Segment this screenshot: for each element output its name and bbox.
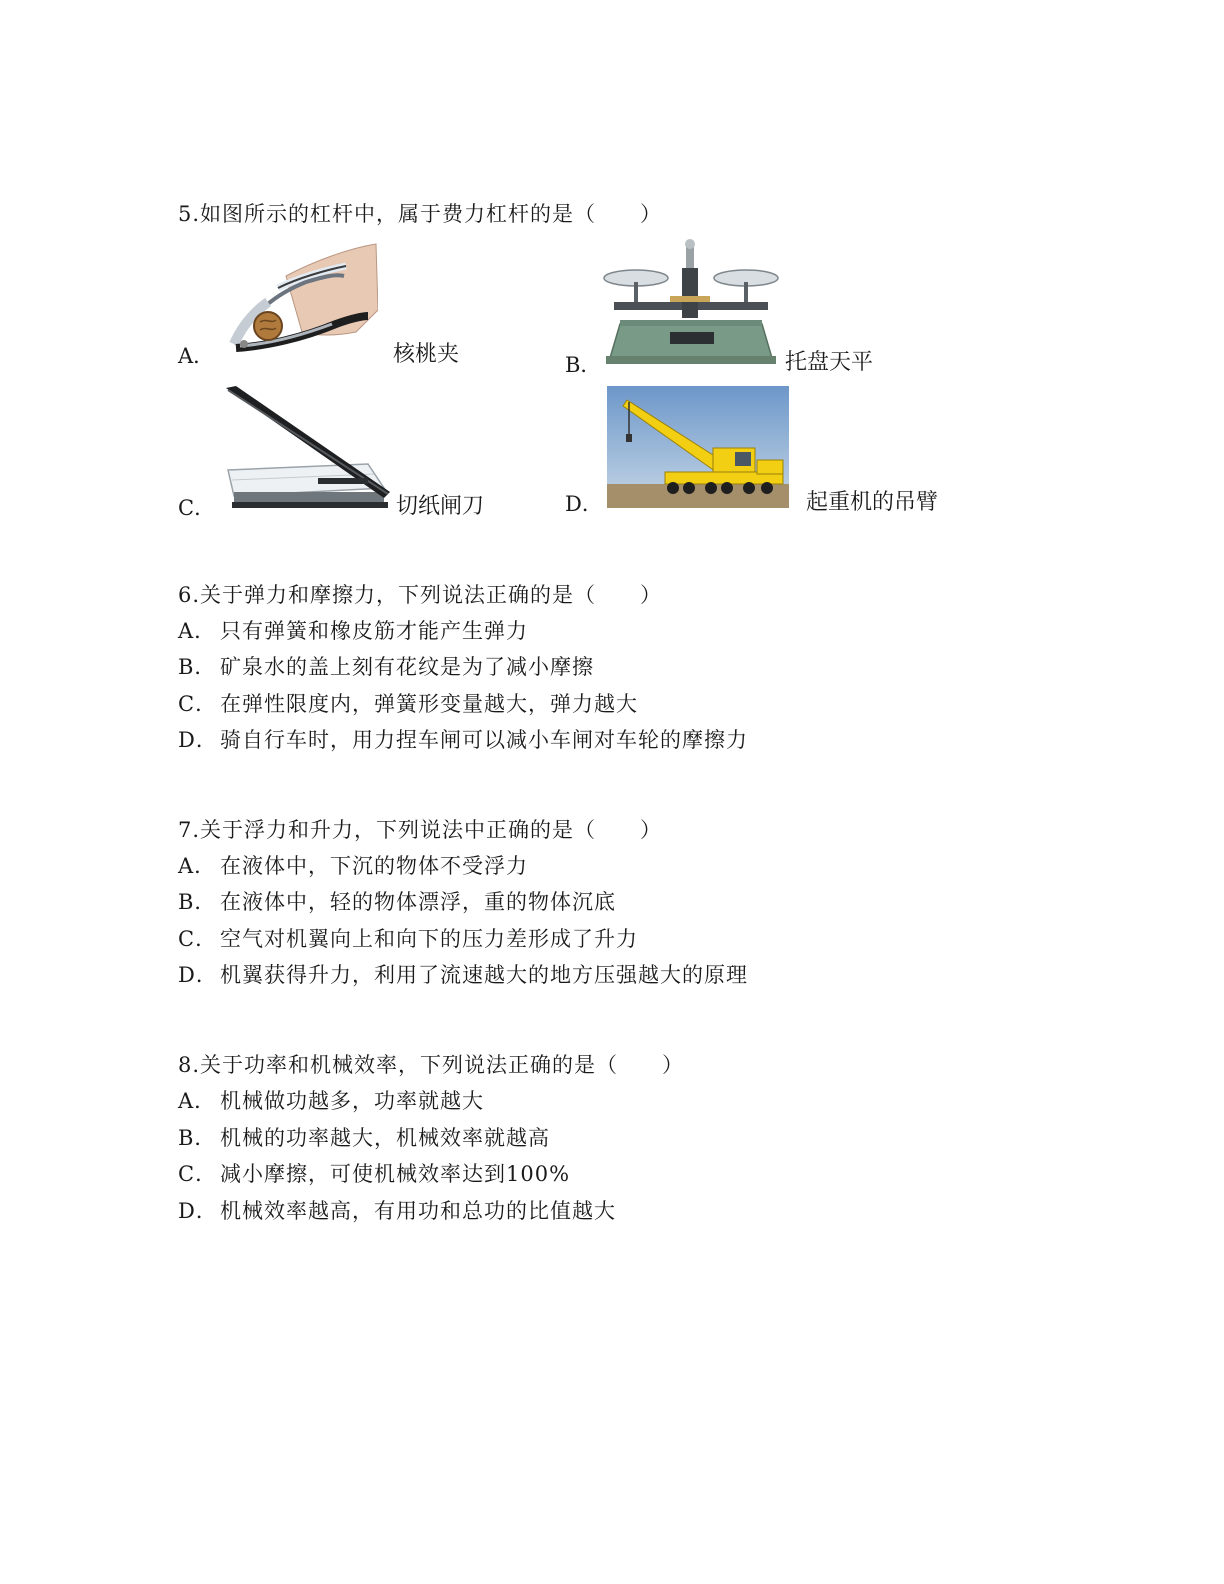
- option-text: 在液体中，下沉的物体不受浮力: [220, 854, 528, 878]
- option-text: 骑自行车时，用力捏车闸可以减小车闸对车轮的摩擦力: [220, 728, 748, 752]
- q5-option-b-caption: 托盘天平: [785, 350, 874, 375]
- option-text: 在弹性限度内，弹簧形变量越大，弹力越大: [220, 692, 638, 716]
- nutcracker-image: [216, 240, 378, 360]
- option-text: 矿泉水的盖上刻有花纹是为了减小摩擦: [220, 655, 594, 679]
- q5-option-b-key: B．: [565, 353, 602, 377]
- option-key: C．: [178, 1162, 218, 1186]
- q5-option-a-caption: 核桃夹: [393, 342, 460, 367]
- option-key: C．: [178, 692, 218, 716]
- q8-option-d: [178, 1195, 616, 1225]
- option-key: D．: [178, 963, 218, 987]
- option-key: A．: [178, 854, 217, 878]
- option-text: 在液体中，轻的物体漂浮，重的物体沉底: [220, 890, 616, 914]
- q5-option-d-caption: 起重机的吊臂: [806, 490, 939, 515]
- q7-option-b: [178, 886, 616, 916]
- q6-option-d: [178, 724, 748, 754]
- tray-balance-image: [600, 238, 782, 370]
- question-7-stem: 7.关于浮力和升力，下列说法中正确的是（ ）: [178, 818, 663, 842]
- q5-option-c-key: C．: [178, 496, 216, 520]
- option-text: 机械效率越高，有用功和总功的比值越大: [220, 1199, 616, 1223]
- question-6-stem: 6.关于弹力和摩擦力，下列说法正确的是（ ）: [178, 583, 663, 607]
- question-5-stem: 5.如图所示的杠杆中，属于费力杠杆的是（ ）: [178, 202, 663, 226]
- option-text: 减小摩擦，可使机械效率达到100%: [220, 1162, 571, 1186]
- paper-cutter-image: [218, 384, 394, 512]
- option-key: B．: [178, 655, 217, 679]
- q6-option-a: [178, 615, 528, 645]
- option-text: 机械的功率越大，机械效率就越高: [220, 1126, 550, 1150]
- option-text: 空气对机翼向上和向下的压力差形成了升力: [220, 927, 638, 951]
- option-key: A．: [178, 619, 217, 643]
- q5-option-a-key: A．: [178, 344, 215, 368]
- q8-option-a: [178, 1085, 484, 1115]
- q7-option-d: [178, 959, 748, 989]
- q8-option-c: [178, 1158, 570, 1188]
- q5-option-d-key: D．: [565, 492, 603, 516]
- option-key: A．: [178, 1089, 217, 1113]
- q5-option-c-caption: 切纸闸刀: [396, 494, 485, 519]
- option-text: 只有弹簧和橡皮筋才能产生弹力: [220, 619, 528, 643]
- question-8-stem: 8.关于功率和机械效率，下列说法正确的是（ ）: [178, 1053, 685, 1077]
- option-key: D．: [178, 728, 218, 752]
- option-text: 机翼获得升力，利用了流速越大的地方压强越大的原理: [220, 963, 748, 987]
- q8-option-b: [178, 1122, 550, 1152]
- option-key: B．: [178, 1126, 217, 1150]
- option-key: D．: [178, 1199, 218, 1223]
- option-key: C．: [178, 927, 218, 951]
- q7-option-a: [178, 850, 528, 880]
- option-text: 机械做功越多，功率就越大: [220, 1089, 484, 1113]
- q6-option-c: [178, 688, 638, 718]
- q6-option-b: [178, 651, 594, 681]
- option-key: B．: [178, 890, 217, 914]
- q7-option-c: [178, 923, 638, 953]
- crane-image: [607, 386, 789, 508]
